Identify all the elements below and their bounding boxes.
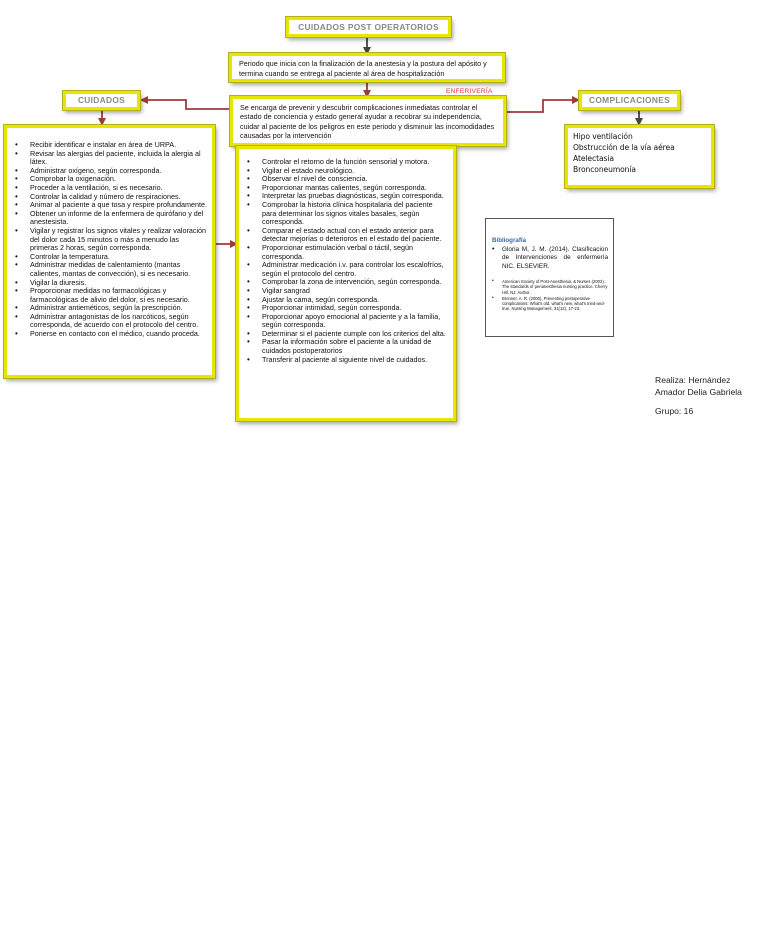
cuidados2-item: • Observar el nivel de consciencia. bbox=[245, 175, 448, 184]
complicaciones-title-box bbox=[579, 91, 680, 110]
cuidados-item: • Controlar la temperatura. bbox=[13, 253, 207, 262]
complicaciones-title: COMPLICACIONES bbox=[589, 95, 670, 105]
bibliografia-ref: • Brenner, A. R. (2000). Preventing postoperative complications: What's old, what's new, what's tried-and-true. Nursing Management, 31(12), 17-23. bbox=[492, 296, 608, 312]
cuidados-item: • Revisar las alergias del paciente, incluida la alergia al látex. bbox=[13, 150, 207, 167]
cuidados-list bbox=[13, 141, 207, 339]
cuidados2-list bbox=[245, 158, 448, 364]
cuidados2-item: • Proporcionar intimidad, según corresponda. bbox=[245, 304, 448, 313]
author-line-1: Realiza: Hernández bbox=[655, 375, 731, 385]
cuidados2-item: • Interpretar las pruebas diagnósticas, según corresponda. bbox=[245, 192, 448, 201]
cuidados2-item: • Proporcionar apoyo emocional al paciente y a la familia, según corresponda. bbox=[245, 313, 448, 330]
bibliografia-refs bbox=[492, 279, 608, 311]
cuidados2-list-box bbox=[236, 146, 456, 421]
bibliografia-title: Bibliografía bbox=[492, 237, 527, 244]
cuidados-item: • Recibir identificar e instalar en área de URPA. bbox=[13, 141, 207, 150]
author-line-2: Amador Delia Gabriela bbox=[655, 387, 742, 397]
enfermeria-label: ENFERIVERÍA bbox=[446, 88, 493, 95]
cuidados2-item: • Proporcionar estimulación verbal o táctil, según corresponda. bbox=[245, 244, 448, 261]
arrow-enfermeria-to-cuidados bbox=[142, 100, 230, 109]
cuidados2-item: • Transferir al paciente al siguiente nivel de cuidados. bbox=[245, 356, 448, 365]
cuidados-item: • Administrar antagonistas de los narcóticos, según corresponda, de acuerdo con el protocolo del centro. bbox=[13, 313, 207, 330]
author-group: Grupo: 16 bbox=[655, 406, 694, 416]
cuidados-item: • Animar al paciente a que tosa y respire profundamente. bbox=[13, 201, 207, 210]
cuidados-item: • Proceder a la ventilación, si es necesario. bbox=[13, 184, 207, 193]
cuidados2-item: • Vigilar el estado neurológico. bbox=[245, 167, 448, 176]
cuidados-item: • Ponerse en contacto con el médico, cuando proceda. bbox=[13, 330, 207, 339]
complicacion-item: Bronconeumonía bbox=[573, 165, 636, 174]
cuidados2-item: • Pasar la información sobre el paciente a la unidad de cuidados postoperatorios bbox=[245, 338, 448, 355]
complicacion-item: Obstrucción de la vía aérea bbox=[573, 143, 675, 152]
cuidados-title-box bbox=[63, 91, 140, 110]
complicacion-item: Atelectasia bbox=[573, 154, 614, 163]
cuidados-item: • Controlar la calidad y número de respiraciones. bbox=[13, 193, 207, 202]
cuidados-item: • Obtener un informe de la enfermera de quirófano y del anestesista. bbox=[13, 210, 207, 227]
cuidados-item: • Administrar medidas de calentamiento (mantas calientes, mantas de convección), si es necesario. bbox=[13, 261, 207, 278]
definition-text: Periodo que inicia con la finalización de la anestesia y la postura del apósito y termina cuando se entrega al paciente al área de hospitalización bbox=[239, 59, 487, 78]
title-box bbox=[286, 17, 451, 37]
arrow-enfermeria-to-complicaciones bbox=[506, 100, 578, 112]
cuidados2-item: • Vigilar sangrad bbox=[245, 287, 448, 296]
cuidados-item: • Proporcionar medidas no farmacológicas y farmacológicas de alivio del dolor, si es necesario. bbox=[13, 287, 207, 304]
cuidados2-item: • Proporcionar mantas calientes, según corresponda. bbox=[245, 184, 448, 193]
bibliografia-main-list bbox=[492, 246, 608, 271]
cuidados2-item: • Determinar si el paciente cumple con los criterios del alta. bbox=[245, 330, 448, 339]
bibliografia-ref: • American Society of Post-Anesthesia, & Nurses (2002). The standards of perianesthesia nursing practice. Cherry Hill, NJ: Author. bbox=[492, 279, 608, 295]
bibliografia-box bbox=[485, 218, 614, 337]
cuidados-list-box bbox=[4, 125, 215, 378]
enfermeria-box bbox=[230, 96, 506, 146]
cuidados2-item: • Comprobar la historia clínica hospitalaria del paciente para determinar los signos vitales basales, según corresponda. bbox=[245, 201, 448, 227]
cuidados-item: • Administrar antieméticos, según la prescripción. bbox=[13, 304, 207, 313]
cuidados-item: • Vigilar y registrar los signos vitales y realizar valoración del dolor cada 15 minutos o más a menudo las primeras 2 horas, según corresponda. bbox=[13, 227, 207, 253]
cuidados2-item: • Comparar el estado actual con el estado anterior para detectar mejorías o deterioros en el estado del paciente. bbox=[245, 227, 448, 244]
complicaciones-list bbox=[573, 131, 706, 175]
enfermeria-text: Se encarga de prevenir y descubrir complicaciones inmediatas controlar el estado de conciencia y estado general ayudar a recobrar su independencia, cuidar al paciente de los peligros en este periodo y disminuir las incomodidades causadas por la intervención bbox=[240, 103, 495, 141]
page-title: CUIDADOS POST OPERATORIOS bbox=[298, 22, 439, 32]
cuidados2-item: • Comprobar la zona de intervención, según corresponda. bbox=[245, 278, 448, 287]
cuidados-item: • Vigilar la diuresis. bbox=[13, 279, 207, 288]
cuidados-item: • Comprobar la oxigenación. bbox=[13, 175, 207, 184]
cuidados2-item: • Controlar el retorno de la función sensorial y motora. bbox=[245, 158, 448, 167]
complicaciones-list-box bbox=[565, 125, 714, 188]
cuidados-title: CUIDADOS bbox=[77, 95, 126, 105]
bibliografia-main-ref: • Gloria M, J. M. (2014). Clasificacion de Intervenciones de enfermería NIC. ELSEVIER. bbox=[492, 246, 608, 271]
cuidados-item: • Administrar oxígeno, según corresponda. bbox=[13, 167, 207, 176]
cuidados2-item: • Ajustar la cama, según corresponda. bbox=[245, 296, 448, 305]
cuidados2-item: • Administrar medicación i.v. para controlar los escalofríos, según el protocolo del centro. bbox=[245, 261, 448, 278]
complicacion-item: Hipo ventilación bbox=[573, 132, 633, 141]
definition-box bbox=[229, 53, 505, 82]
